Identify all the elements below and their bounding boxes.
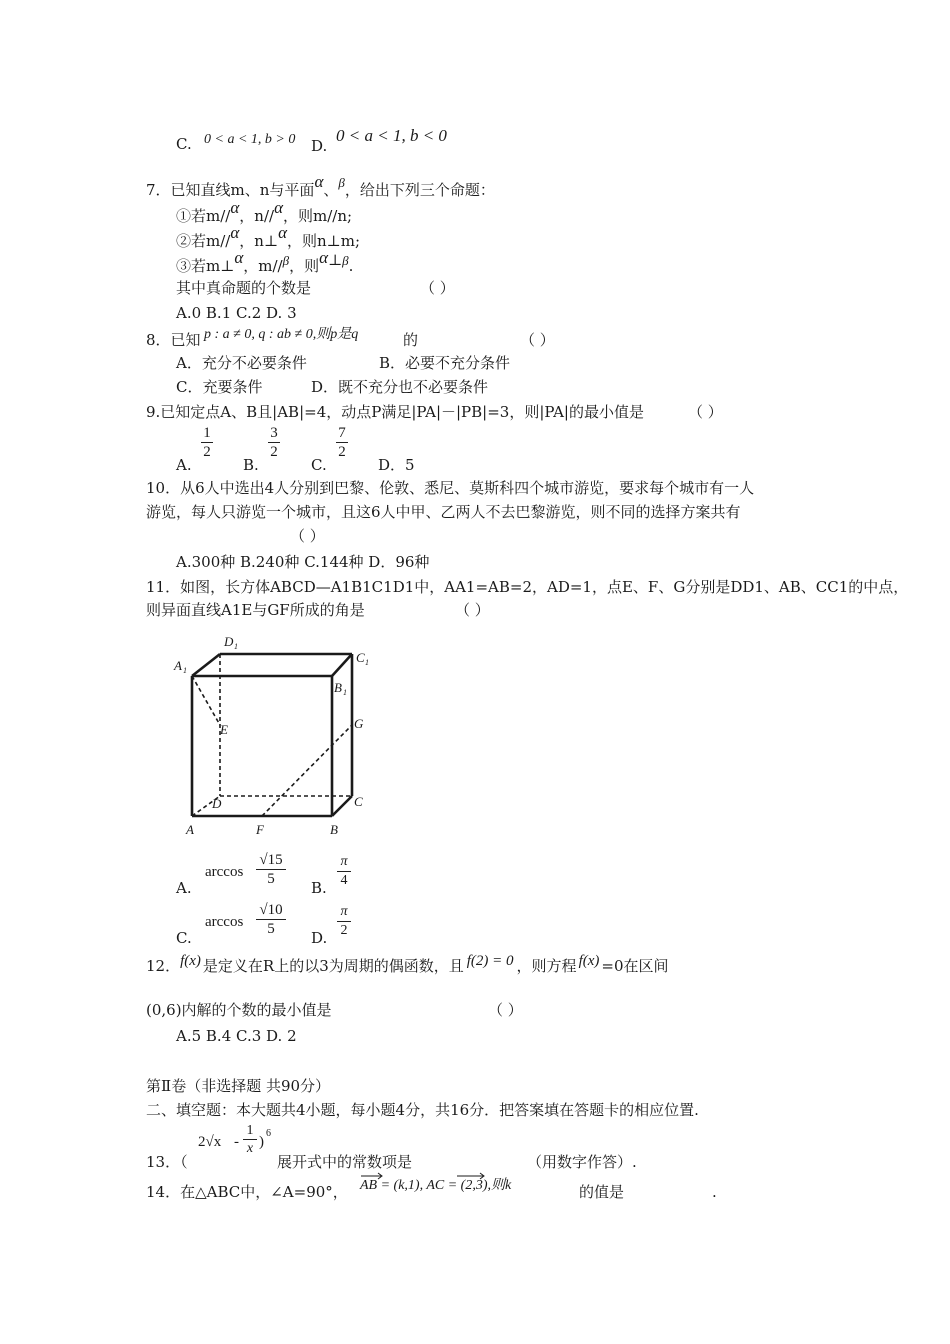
q7-p3-alpha-1: α <box>234 248 244 267</box>
q7-sep: 、 <box>323 181 339 199</box>
edge-b1-c1 <box>332 654 352 676</box>
q12-f1: f(x) <box>180 953 201 969</box>
q7-p1-c: ，则m//n; <box>283 207 353 225</box>
q6-option-d-expr: 0 < a < 1, b < 0 <box>336 126 447 145</box>
q13-fraction <box>243 1122 257 1157</box>
q8-post: 的 <box>403 331 419 349</box>
q11-line-1: 11．如图，长方体ABCD—A1B1C1D1中，AA1=AB=2，AD=1，点E、F、G分别是DD1、AB、CC1的中点， <box>146 578 909 596</box>
q9-option-b-fraction <box>268 424 280 461</box>
q7-p1-b: ，n// <box>239 207 275 225</box>
q8-pre: 8．已知 <box>146 331 201 349</box>
q9-option-c-label: C. <box>311 456 327 474</box>
q7-proposition-3 <box>176 248 354 277</box>
q9-b-den: 2 <box>270 444 278 460</box>
q7-p2-b: ，n⊥ <box>239 232 279 250</box>
q7-options: A.0 B.1 C.2 D. 3 <box>176 304 297 322</box>
q10-line-2: 游览，每人只游览一个城市，且这6人中甲、乙两人不去巴黎游览，则不同的选择方案共有 <box>146 503 741 521</box>
q14-pre: 14．在△ABC中，∠A=90°， <box>146 1183 348 1201</box>
q11-option-b-label: B. <box>311 879 327 897</box>
q6-option-c-expr: 0 < a < 1, b > 0 <box>204 132 296 147</box>
q13-frac-num: 1 <box>243 1122 257 1140</box>
q11-c-den: 5 <box>267 921 275 937</box>
q7-p3-beta-1: β <box>282 253 290 268</box>
q11-c-num: √10 <box>256 901 286 920</box>
q14-post: 的值是 <box>579 1183 625 1201</box>
label-b1: B <box>334 680 342 695</box>
q13-minus: - <box>234 1134 239 1150</box>
q11-d-den: 2 <box>340 923 348 938</box>
q10-answer-paren: （ ） <box>290 527 325 545</box>
label-a1: A <box>174 658 182 673</box>
q7-answer-paren: （ ） <box>420 279 455 297</box>
q7-stem-pre: 7．已知直线m、n与平面 <box>146 181 315 199</box>
q11-option-c-fraction <box>256 901 286 938</box>
label-c1-sub: 1 <box>365 658 369 667</box>
label-d1-sub: 1 <box>234 642 238 651</box>
part2-title: 第Ⅱ卷（非选择题 共90分） <box>146 1077 331 1095</box>
q7-stem <box>146 172 495 201</box>
q9-option-a-label: A. <box>176 456 192 474</box>
q11-line-2: 则异面直线A1E与GF所成的角是 <box>146 601 365 619</box>
q12-options: A.5 B.4 C.3 D. 2 <box>176 1027 297 1045</box>
q11-option-a-fn: arccos <box>205 864 244 880</box>
q9-option-a-fraction <box>201 424 213 461</box>
segment-g-f <box>262 725 352 816</box>
label-c: C <box>354 794 363 809</box>
q8-option-b: B．必要不充分条件 <box>379 354 511 372</box>
q9-a-den: 2 <box>203 444 211 460</box>
segment-a1-e <box>192 676 220 725</box>
q7-ask: 其中真命题的个数是 <box>176 279 312 297</box>
q9-stem: 9.已知定点A、B且|AB|=4，动点P满足|PA|－|PB|=3，则|PA|的最小值是 <box>146 403 644 421</box>
q8-option-c: C．充要条件 <box>176 378 263 396</box>
q8-option-d: D．既不充分也不必要条件 <box>311 378 489 396</box>
q7-alpha: α <box>314 172 324 191</box>
label-e: E <box>220 722 228 737</box>
q11-b-num: π <box>337 853 351 872</box>
q11-option-b-fraction <box>337 853 351 890</box>
q11-b-den: 4 <box>340 873 348 888</box>
q13-frac-den: x <box>246 1141 254 1156</box>
q12-line-2: (0,6)内解的个数的最小值是 <box>146 1001 332 1019</box>
label-f: F <box>256 822 264 837</box>
q7-proposition-2 <box>176 223 361 251</box>
q11-option-c-fn: arccos <box>205 914 244 930</box>
q7-p3-beta-2: β <box>342 253 349 268</box>
q7-p2-alpha-2: α <box>278 223 287 242</box>
q13-coef: 2√x <box>198 1134 222 1150</box>
q9-option-c-fraction <box>336 424 348 461</box>
q13-num: 13．（ <box>146 1153 188 1171</box>
q6-option-c-label: C. <box>176 135 192 153</box>
q7-p1-alpha-2: α <box>274 198 283 217</box>
q8-answer-paren: （ ） <box>520 331 555 349</box>
q6-option-d-label: D. <box>311 137 328 155</box>
q9-b-num: 3 <box>270 425 278 441</box>
q8-expr: p : a ≠ 0, q : ab ≠ 0,则p是q <box>204 327 359 342</box>
q11-option-a-fraction <box>256 851 286 888</box>
q12-f2: f(2) = 0 <box>466 953 514 969</box>
q9-a-num: 1 <box>203 425 211 441</box>
q12-answer-paren: （ ） <box>488 1001 523 1019</box>
q13-hint: （用数字作答）. <box>527 1153 637 1171</box>
q11-answer-paren: （ ） <box>455 601 490 619</box>
label-b1-sub: 1 <box>343 688 347 697</box>
q7-p3-end: . <box>348 257 354 275</box>
q10-options: A.300种 B.240种 C.144种 D．96种 <box>176 553 430 571</box>
q7-p3-c: ，则 <box>289 257 320 275</box>
part2-section-heading: 二、填空题：本大题共4小题，每小题4分，共16分．把答案填在答题卡的相应位置. <box>146 1101 699 1119</box>
q14-expr: AB = (k,1), AC = (2,3),则k <box>360 1178 512 1193</box>
q11-d-num: π <box>337 903 351 922</box>
q7-p2-a: ②若m// <box>176 232 231 250</box>
q7-proposition-1 <box>176 198 353 226</box>
label-g: G <box>354 716 364 731</box>
q11-a-den: 5 <box>267 871 275 887</box>
q11-option-d-label: D. <box>311 929 328 947</box>
label-d1: D <box>224 634 234 649</box>
q11-a-num: √15 <box>256 851 286 870</box>
q9-answer-paren: （ ） <box>688 403 723 421</box>
label-a: A <box>186 822 194 837</box>
q12-t1: 是定义在R上的以3为周期的偶函数，且 <box>202 957 464 975</box>
q7-p2-alpha-1: α <box>230 223 240 242</box>
q10-line-1: 10．从6人中选出4人分别到巴黎、伦敦、悉尼、莫斯科四个城市游览，要求每个城市有一人 <box>146 479 755 497</box>
q7-p2-c: ，则n⊥m; <box>287 232 361 250</box>
label-b: B <box>330 822 338 837</box>
q7-p3-alpha-2: α <box>319 248 329 267</box>
q7-p1-alpha-1: α <box>230 198 240 217</box>
q9-c-num: 7 <box>338 425 346 441</box>
q12-t3: =0在区间 <box>601 957 669 975</box>
q9-c-den: 2 <box>338 444 346 460</box>
q13-exponent: 6 <box>266 1128 271 1139</box>
q7-p1-a: ①若m// <box>176 207 231 225</box>
label-a1-sub: 1 <box>183 666 187 675</box>
label-c1: C <box>356 650 365 665</box>
q9-option-b-label: B. <box>243 456 259 474</box>
q7-p3-b: ，m// <box>243 257 283 275</box>
q11-option-a-label: A. <box>176 879 192 897</box>
cuboid-figure <box>168 630 378 840</box>
q13-text: 展开式中的常数项是 <box>277 1153 413 1171</box>
q11-option-c-label: C. <box>176 929 192 947</box>
q12-num: 12． <box>146 957 181 975</box>
q12-t2: ，则方程 <box>516 957 577 975</box>
q8-option-a: A．充分不必要条件 <box>176 354 307 372</box>
edge-b-c <box>332 796 352 816</box>
q11-option-d-fraction <box>337 903 351 940</box>
q12-line-1 <box>146 953 669 977</box>
q9-option-d: D．5 <box>378 456 415 474</box>
q12-f3: f(x) <box>578 953 600 969</box>
edge-a1-d1 <box>192 654 220 676</box>
q13-close-paren: ) <box>259 1134 264 1150</box>
q7-stem-post: ，给出下列三个命题： <box>344 181 495 199</box>
q7-p3-perp: ⊥ <box>328 253 343 269</box>
label-d: D <box>212 796 222 811</box>
q14-end: . <box>712 1183 717 1201</box>
q7-beta: β <box>338 175 345 190</box>
q7-p3-a: ③若m⊥ <box>176 257 235 275</box>
